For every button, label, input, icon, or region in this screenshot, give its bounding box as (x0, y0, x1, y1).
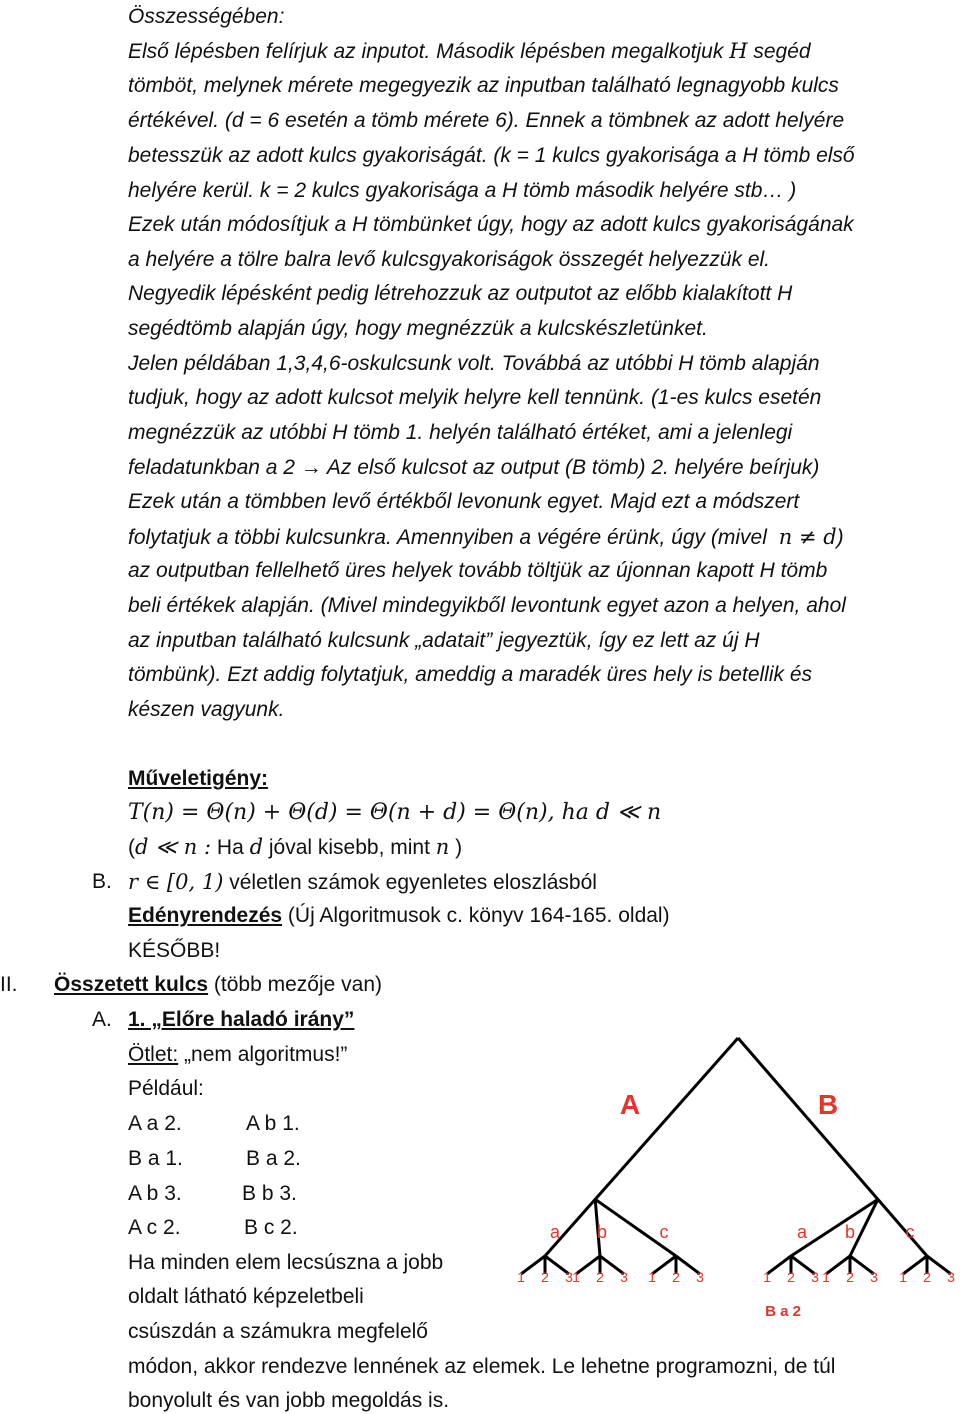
tree-edges (521, 1038, 951, 1274)
note-text-2: jóval kisebb, mint (263, 836, 436, 859)
intro-line-1 (128, 38, 811, 65)
note-math-3: n (435, 835, 450, 859)
tree-labels (517, 1089, 955, 1320)
body-line-5: Ezek után a tömbben levő értékből levonunk egyet. Majd ezt a módszert (128, 490, 800, 513)
example-row-4-right: B c 2. (244, 1216, 298, 1239)
body-line-2: tudjuk, hogy az adott kulcsot melyik helyre kell tennünk. (1-es kulcs esetén (128, 386, 822, 409)
closing-line-3: csúszdán a számukra megfelelő (128, 1320, 428, 1343)
section-b-marker: B. (92, 870, 112, 893)
tree-leaf-label: 1 (899, 1269, 907, 1285)
intro-line-4: betesszük az adott kulcs gyakoriságát. (k = 1 kulcs gyakorisága a H tömb első (128, 144, 855, 167)
example-row-2-left: B a 1. (128, 1147, 183, 1170)
section-b-text: véletlen számok egyenletes eloszlásból (223, 871, 597, 894)
complexity-formula: T(n) = Θ(n) + Θ(d) = Θ(n + d) = Θ(n), ha d ≪ n (128, 800, 662, 825)
tree-level2-label: c (905, 1222, 915, 1242)
section-ii-marker: II. (0, 973, 18, 996)
intro-line-1-text: Első lépésben felírjuk az inputot. Második lépésben megalkotjuk (128, 40, 724, 63)
summary-heading: Összességében: (128, 5, 285, 28)
idea-text: „nem algoritmus!” (178, 1043, 348, 1066)
body-line-3: megnézzük az utóbbi H tömb 1. helyén található értéket, ami a jelenlegi (128, 421, 793, 444)
tree-level2-label: a (796, 1222, 808, 1242)
body-line-8: beli értékek alapján. (Mivel mindegyikből levontunk egyet azon a helyen, ahol (128, 594, 846, 617)
intro-line-8: Negyedik lépésként pedig létrehozzuk az outputot az előbb kialakított H (128, 282, 793, 305)
example-row-3-left: A b 3. (128, 1182, 182, 1205)
tree-leaf-label: 2 (596, 1269, 604, 1285)
closing-line-5: bonyolult és van jobb megoldás is. (128, 1389, 450, 1412)
bucket-sort-line (128, 903, 670, 929)
example-row-4-left: A c 2. (128, 1216, 181, 1239)
closing-line-2: oldalt látható képzeletbeli (128, 1285, 364, 1308)
tree-leaf-label: 2 (672, 1269, 680, 1285)
tree-leaf-label: 1 (763, 1269, 771, 1285)
tree-leaf-label: 3 (620, 1269, 628, 1285)
sub-a-marker: A. (92, 1008, 112, 1031)
tree-leaf-label: 1 (822, 1269, 830, 1285)
intro-line-5: helyére kerül. k = 2 kulcs gyakorisága a H tömb második helyére stb… ) (128, 179, 797, 202)
intro-line-6: Ezek után módosítjuk a H tömbünket úgy, hogy az adott kulcs gyakoriságának (128, 213, 854, 236)
idea-label: Ötlet: (128, 1043, 179, 1066)
tree-level2-label: c (659, 1222, 669, 1242)
body-line-1: Jelen példában 1,3,4,6-oskulcsunk volt. Továbbá az utóbbi H tömb alapján (128, 352, 820, 375)
closing-line-4: módon, akkor rendezve lennének az elemek. Le lehetne programozni, de túl (128, 1355, 836, 1378)
tree-leaf-label: 1 (648, 1269, 656, 1285)
complexity-note (128, 834, 462, 861)
tree-edge-root-left (545, 1038, 738, 1256)
tree-leaf-label: 3 (947, 1269, 955, 1285)
sub-a-title: 1. „Előre haladó irány” (128, 1008, 355, 1031)
note-text-1: Ha (211, 836, 250, 859)
tree-level2-label: a (549, 1222, 561, 1242)
h-symbol: H (729, 39, 748, 63)
body-line-7: az outputban fellelhető üres helyek tovább töltjük az újonnan kapott H tömb (128, 559, 828, 582)
bucket-sort-title: Edényrendezés (128, 904, 283, 927)
idea-line (128, 1042, 347, 1068)
tree-leaf-label: 2 (541, 1269, 549, 1285)
intro-line-2: tömböt, melynek mérete megegyezik az inputban található legnagyobb kulcs (128, 74, 839, 97)
neq-formula: n ≠ d (778, 525, 837, 549)
tree-level2-label: b (844, 1222, 856, 1242)
body-line-4: feladatunkban a 2 → Az első kulcsot az output (B tömb) 2. helyére beírjuk) (128, 456, 820, 479)
example-row-2-right: B a 2. (246, 1147, 301, 1170)
body-line-6 (128, 524, 844, 551)
tree-edge-root-right (738, 1038, 927, 1256)
tree-leaf-label: 1 (517, 1269, 525, 1285)
intro-line-1-tail: segéd (747, 40, 811, 63)
bucket-sort-ref: (Új Algoritmusok c. könyv 164-165. oldal) (282, 904, 670, 927)
tree-leaf-label: 1 (572, 1269, 580, 1285)
slide-tree-diagram (490, 1030, 960, 1330)
closing-line-1: Ha minden elem lecsúszna a jobb (128, 1251, 444, 1274)
section-b-math: r ∈ [0, 1) (128, 870, 224, 894)
tree-annotation: B a 2 (765, 1303, 801, 1320)
example-row-1-left: A a 2. (128, 1112, 182, 1135)
section-b-line (128, 869, 597, 896)
tree-leaf-label: 3 (565, 1269, 573, 1285)
section-ii-title: Összetett kulcs (54, 973, 209, 996)
body-line-6-text: folytatjuk a többi kulcsunkra. Amennyiben a végére érünk, úgy (mivel (128, 526, 767, 549)
body-line-11: készen vagyunk. (128, 698, 285, 721)
tree-leaf-label: 3 (696, 1269, 704, 1285)
tree-label-B: B (817, 1089, 839, 1120)
section-ii-line (54, 972, 382, 998)
tree-label-A: A (619, 1089, 641, 1120)
tree-leaf-label: 2 (923, 1269, 931, 1285)
intro-line-3: értékével. (d = 6 esetén a tömb mérete 6). Ennek a tömbnek az adott helyére (128, 109, 845, 132)
intro-line-7: a helyére a tölre balra levő kulcsgyakoriságok összegét helyezzük el. (128, 248, 771, 271)
note-math-2: d (249, 835, 264, 859)
note-close: ) (449, 836, 463, 859)
body-line-10: tömbünk). Ezt addig folytatjuk, ameddig a maradék üres hely is betellik és (128, 663, 813, 686)
section-ii-rest: (több mezője van) (208, 973, 382, 996)
note-open: ( (128, 836, 135, 859)
example-row-1-right: A b 1. (246, 1112, 300, 1135)
tree-leaf-label: 3 (870, 1269, 878, 1285)
tree-level2-label: b (596, 1222, 608, 1242)
intro-line-9: segédtömb alapján úgy, hogy megnézzük a kulcskészletünket. (128, 317, 708, 340)
example-label: Például: (128, 1077, 204, 1100)
note-math-1: d ≪ n : (135, 835, 212, 859)
tree-leaf-label: 3 (811, 1269, 819, 1285)
tree-leaf-label: 2 (787, 1269, 795, 1285)
example-row-3-right: B b 3. (242, 1182, 297, 1205)
body-line-9: az inputban található kulcsunk „adatait” jegyeztük, így ez lett az új H (128, 629, 760, 652)
neq-close: ) (836, 526, 844, 549)
tree-leaf-label: 2 (846, 1269, 854, 1285)
later-note: KÉSŐBB! (128, 939, 221, 962)
complexity-title: Műveletigény: (128, 767, 269, 790)
